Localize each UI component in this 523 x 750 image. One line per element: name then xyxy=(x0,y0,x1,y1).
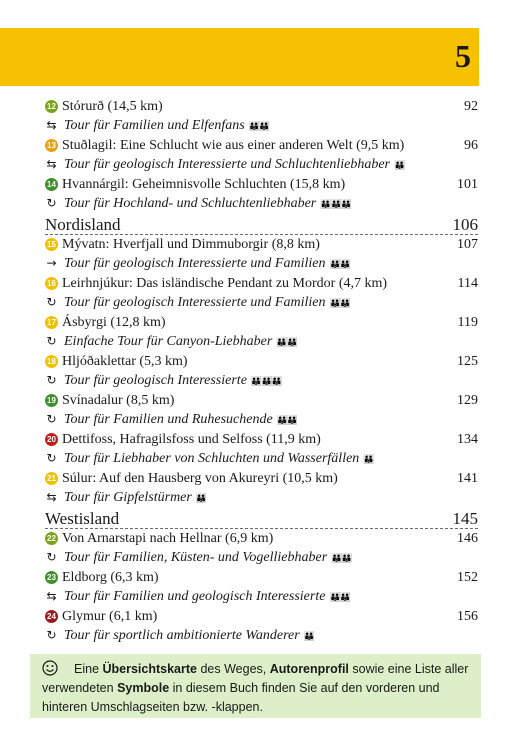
entry-subtitle-line xyxy=(45,371,478,389)
route-type-icon: ⇆ xyxy=(46,118,57,132)
tour-title: Mývatn: Hverfjall und Dimmuborgir (8,8 km) xyxy=(62,237,320,252)
tour-description: Tour für Familien und Ruhesuchende xyxy=(64,412,273,427)
tour-number-badge: 15 xyxy=(45,238,58,251)
entry-subtitle-line xyxy=(45,116,478,134)
region-heading xyxy=(45,215,478,235)
route-type-icon: ↻ xyxy=(46,196,57,210)
entry-subtitle-line xyxy=(45,254,478,272)
page-number: 92 xyxy=(464,99,478,114)
tour-title: Eldborg (6,3 km) xyxy=(62,570,159,585)
toc-entry[interactable] xyxy=(45,137,478,176)
page-number: 101 xyxy=(457,177,478,192)
family-icon: 👪👪 xyxy=(329,593,350,603)
tour-title: Glymur (6,1 km) xyxy=(62,609,158,624)
page-number: 125 xyxy=(457,354,478,369)
entry-title-line xyxy=(45,470,478,488)
tour-description: Tour für Familien und Elfenfans xyxy=(64,118,245,133)
smiley-icon xyxy=(42,660,58,676)
info-text-part: Eine xyxy=(74,662,103,676)
tour-number-badge: 21 xyxy=(45,472,58,485)
tour-title: Hvannárgil: Geheimnisvolle Schluchten (15,8 km) xyxy=(62,177,346,192)
family-icon: 👪 xyxy=(303,632,314,642)
family-icon: 👪👪 xyxy=(248,122,270,132)
info-text-part: sowie eine Liste aller verwendeten xyxy=(42,662,469,695)
entry-title-line xyxy=(45,530,478,548)
tour-number-badge: 17 xyxy=(45,316,58,329)
route-type-icon: ↻ xyxy=(46,373,57,387)
route-type-icon: ↻ xyxy=(46,550,57,564)
route-type-icon: ↻ xyxy=(46,628,57,642)
entry-title-line xyxy=(45,353,478,371)
info-box xyxy=(30,654,481,718)
tour-number-badge: 12 xyxy=(45,100,58,113)
page-number: 152 xyxy=(457,570,478,585)
tour-title: Stuðlagil: Eine Schlucht wie aus einer anderen Welt (9,5 km) xyxy=(62,138,405,153)
entry-title-line xyxy=(45,176,478,194)
region-heading xyxy=(45,509,478,529)
info-text xyxy=(42,660,472,717)
table-of-contents xyxy=(45,98,478,647)
tour-description: Tour für geologisch Interessierte und Familien xyxy=(64,256,326,271)
tour-description: Einfache Tour für Canyon-Liebhaber xyxy=(64,334,273,349)
toc-entry[interactable] xyxy=(45,98,478,137)
entry-title-line xyxy=(45,236,478,254)
entry-title-line xyxy=(45,608,478,626)
page-number: 114 xyxy=(457,276,478,291)
family-icon: 👪👪👪 xyxy=(320,200,351,210)
toc-entry[interactable] xyxy=(45,608,478,647)
tour-description: Tour für sportlich ambitionierte Wanderer xyxy=(64,628,300,643)
route-type-icon: ↻ xyxy=(46,295,57,309)
tour-title: Svínadalur (8,5 km) xyxy=(62,393,175,408)
page-number: 141 xyxy=(457,471,478,486)
route-type-icon: ↻ xyxy=(46,334,57,348)
entry-subtitle-line xyxy=(45,449,478,467)
chapter-header-band xyxy=(0,28,479,86)
family-icon: 👪 xyxy=(195,494,207,504)
tour-number-badge: 14 xyxy=(45,178,58,191)
toc-entry[interactable] xyxy=(45,470,478,509)
page-number: 96 xyxy=(464,138,478,153)
region-name: Nordisland xyxy=(45,215,121,234)
tour-description: Tour für Liebhaber von Schluchten und Wasserfällen xyxy=(64,451,360,466)
route-type-icon: ⇆ xyxy=(46,490,57,504)
tour-number-badge: 18 xyxy=(45,355,58,368)
chapter-number: 5 xyxy=(455,38,471,74)
route-type-icon: ↻ xyxy=(46,412,57,426)
author-profile-term: Autorenprofil xyxy=(269,662,349,676)
tour-number-badge: 20 xyxy=(45,433,58,446)
family-icon: 👪👪👪 xyxy=(250,377,282,387)
route-type-icon: → xyxy=(46,256,57,270)
tour-title: Leirhnjúkur: Das isländische Pendant zu Mordor (4,7 km) xyxy=(62,276,388,291)
entry-subtitle-line xyxy=(45,488,478,506)
toc-entry[interactable] xyxy=(45,314,478,353)
info-text-part: des Weges, xyxy=(197,662,270,676)
tour-number-badge: 16 xyxy=(45,277,58,290)
region-name: Westisland xyxy=(45,509,120,528)
tour-number-badge: 22 xyxy=(45,532,58,545)
tour-number-badge: 23 xyxy=(45,571,58,584)
entry-subtitle-line xyxy=(45,155,478,173)
tour-description: Tour für geologisch Interessierte xyxy=(64,373,247,388)
toc-entry[interactable] xyxy=(45,569,478,608)
tour-number-badge: 19 xyxy=(45,394,58,407)
tour-description: Tour für Familien und geologisch Interessierte xyxy=(64,589,326,604)
region-page: 145 xyxy=(452,509,478,528)
tour-description: Tour für Gipfelstürmer xyxy=(64,490,192,505)
entry-title-line xyxy=(45,431,478,449)
entry-subtitle-line xyxy=(45,626,478,644)
entry-subtitle-line xyxy=(45,293,478,311)
family-icon: 👪👪 xyxy=(331,554,352,564)
entry-subtitle-line xyxy=(45,587,478,605)
entry-title-line xyxy=(45,98,478,116)
family-icon: 👪 xyxy=(363,455,374,465)
entry-subtitle-line xyxy=(45,410,478,428)
toc-entry[interactable] xyxy=(45,275,478,314)
route-type-icon: ↻ xyxy=(46,451,57,465)
tour-title: Hljóðaklettar (5,3 km) xyxy=(62,354,188,369)
tour-title: Von Arnarstapi nach Hellnar (6,9 km) xyxy=(62,531,274,546)
tour-number-badge: 13 xyxy=(45,139,58,152)
page-number: 119 xyxy=(457,315,478,330)
entry-title-line xyxy=(45,569,478,587)
entry-title-line xyxy=(45,137,478,155)
toc-entry[interactable] xyxy=(45,176,478,215)
toc-entry[interactable] xyxy=(45,236,478,275)
family-icon: 👪👪 xyxy=(276,338,297,348)
tour-description: Tour für Familien, Küsten- und Vogelliebhaber xyxy=(64,550,328,565)
entry-subtitle-line xyxy=(45,548,478,566)
toc-entry[interactable] xyxy=(45,530,478,569)
family-icon: 👪👪 xyxy=(329,260,350,270)
page-number: 146 xyxy=(457,531,478,546)
toc-entry[interactable] xyxy=(45,431,478,470)
tour-description: Tour für Hochland- und Schluchtenliebhaber xyxy=(64,196,317,211)
entry-subtitle-line xyxy=(45,332,478,350)
family-icon: 👪👪 xyxy=(276,416,298,426)
toc-entry[interactable] xyxy=(45,392,478,431)
family-icon: 👪👪 xyxy=(329,299,350,309)
toc-entry[interactable] xyxy=(45,353,478,392)
entry-title-line xyxy=(45,392,478,410)
tour-description: Tour für geologisch Interessierte und Familien xyxy=(64,295,326,310)
info-text-part: in diesem Buch finden Sie auf den vorderen und hinteren Umschlagseiten bzw. -klappen. xyxy=(42,681,440,714)
region-page: 106 xyxy=(452,215,478,234)
entry-title-line xyxy=(45,314,478,332)
page-number: 107 xyxy=(457,237,478,252)
entry-title-line xyxy=(45,275,478,293)
tour-title: Súlur: Auf den Hausberg von Akureyri (10,5 km) xyxy=(62,471,338,486)
tour-description: Tour für geologisch Interessierte und Schluchtenliebhaber xyxy=(64,157,390,172)
page-number: 129 xyxy=(457,393,478,408)
page-number: 156 xyxy=(457,609,478,624)
tour-title: Ásbyrgi (12,8 km) xyxy=(62,315,166,330)
route-type-icon: ⇆ xyxy=(46,589,57,603)
tour-title: Stórurð (14,5 km) xyxy=(62,99,163,114)
family-icon: 👪 xyxy=(393,161,405,171)
page-number: 134 xyxy=(457,432,478,447)
entry-subtitle-line xyxy=(45,194,478,212)
overview-map-term: Übersichtskarte xyxy=(102,662,197,676)
tour-number-badge: 24 xyxy=(45,610,58,623)
symbols-term: Symbole xyxy=(117,681,170,695)
tour-title: Dettifoss, Hafragilsfoss und Selfoss (11,9 km) xyxy=(62,432,321,447)
route-type-icon: ⇆ xyxy=(46,157,57,171)
